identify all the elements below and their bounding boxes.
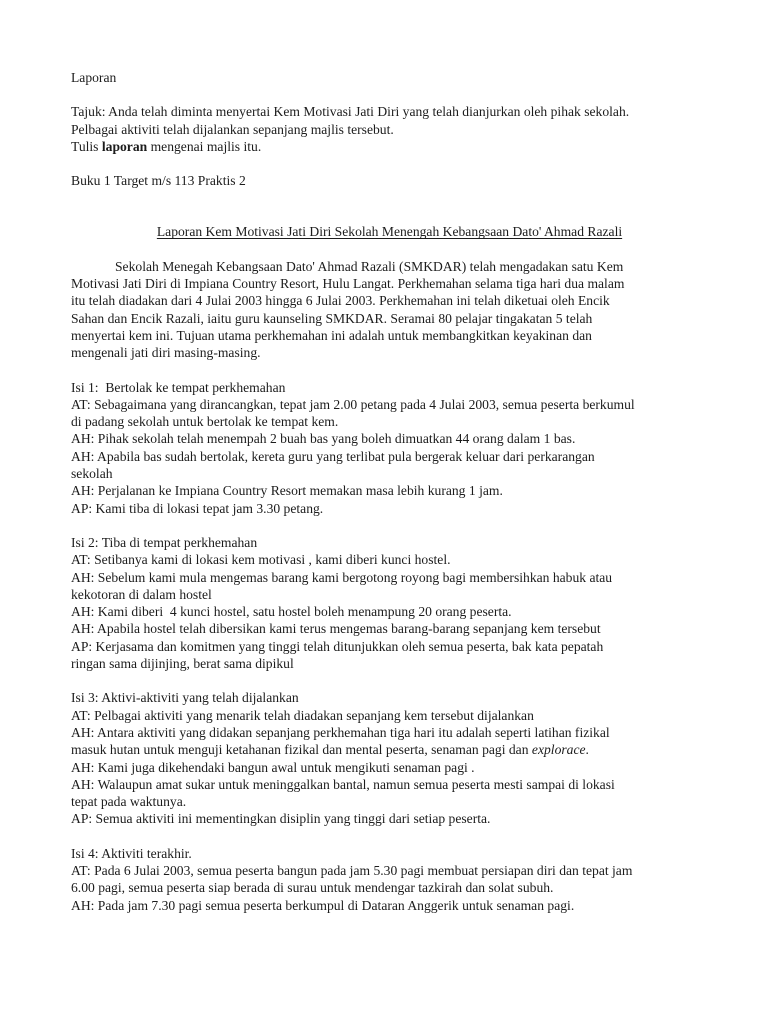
task-line-3-after: mengenai majlis itu. <box>147 138 262 154</box>
section-line: AH: Kami juga dikehendaki bangun awal untuk mengikuti senaman pagi . <box>71 759 475 775</box>
section-isi-2 <box>71 534 708 672</box>
task-line-3-bold: laporan <box>101 138 148 154</box>
section-line-text: masuk hutan untuk menguji ketahanan fizikal dan mental peserta, senaman pagi dan <box>71 742 532 758</box>
intro-line-text: Sekolah Menegah Kebangsaan Dato' Ahmad Razali (SMKDAR) telah mengadakan satu Kem <box>115 258 624 274</box>
spacer <box>71 517 708 534</box>
task-line-1: Tajuk: Anda telah diminta menyertai Kem Motivasi Jati Diri yang telah dianjurkan oleh pihak sekolah. <box>71 104 630 120</box>
document-heading: Laporan <box>71 70 117 85</box>
section-line: 6.00 pagi, semua peserta siap berada di surau untuk mendengar tazkirah dan solat subuh. <box>71 880 554 896</box>
section-line: Isi 3: Aktivi-aktiviti yang telah dijalankan <box>71 690 299 706</box>
section-line: AH: Pihak sekolah telah menempah 2 buah bas yang boleh dimuatkan 44 orang dalam 1 bas. <box>71 431 576 447</box>
italic-word: explorace <box>531 742 586 758</box>
section-line: Isi 1: Bertolak ke tempat perkhemahan <box>71 379 286 395</box>
section-line: AP: Kerjasama dan komitmen yang tinggi telah ditunjukkan oleh semua peserta, bak kata pepatah <box>71 638 604 654</box>
spacer <box>71 189 708 206</box>
task-line-3 <box>71 138 708 155</box>
intro-line <box>71 258 708 275</box>
intro-line: Motivasi Jati Diri di Impiana Country Resort, Hulu Langat. Perkhemahan selama tiga hari dua malam <box>71 276 625 292</box>
spacer <box>71 241 708 258</box>
intro-line: Sahan dan Encik Razali, iaitu guru kaunseling SMKDAR. Seramai 80 pelajar tingakatan 5 telah <box>71 310 593 326</box>
task-line-2: Pelbagai aktiviti telah dijalankan sepanjang majlis tersebut. <box>71 121 394 137</box>
section-isi-1 <box>71 379 708 517</box>
section-line-text: . <box>585 742 589 758</box>
section-line: AH: Walaupun amat sukar untuk meninggalkan bantal, namun semua peserta mesti sampai di lokasi <box>71 776 615 792</box>
section-line: sekolah <box>71 466 113 482</box>
section-line: AH: Apabila hostel telah dibersikan kami terus mengemas barang-barang sepanjang kem tersebut <box>71 621 601 637</box>
section-line: AT: Sebagaimana yang dirancangkan, tepat jam 2.00 petang pada 4 Julai 2003, semua peserta berkumul <box>71 396 635 412</box>
section-line: ringan sama dijinjing, berat sama dipikul <box>71 656 294 672</box>
spacer <box>71 828 708 845</box>
task-line-3-before: Tulis <box>71 138 102 154</box>
section-line: AH: Pada jam 7.30 pagi semua peserta berkumpul di Dataran Anggerik untuk senaman pagi. <box>71 897 575 913</box>
intro-line: mengenali jati diri masing-masing. <box>71 345 261 361</box>
section-line: AH: Apabila bas sudah bertolak, kereta guru yang terlibat pula bergerak keluar dari perkarangan <box>71 448 595 464</box>
section-line: Isi 2: Tiba di tempat perkhemahan <box>71 534 258 550</box>
section-line: AT: Pada 6 Julai 2003, semua peserta bangun pada jam 5.30 pagi membuat persiapan diri dan tepat jam <box>71 862 633 878</box>
section-line: AT: Setibanya kami di lokasi kem motivasi , kami diberi kunci hostel. <box>71 552 451 568</box>
section-line: AH: Sebelum kami mula mengemas barang kami bergotong royong bagi membersihkan habuk atau <box>71 569 613 585</box>
section-line: Isi 4: Aktiviti terakhir. <box>71 845 192 861</box>
reference-line: Buku 1 Target m/s 113 Praktis 2 <box>71 173 246 189</box>
section-isi-4 <box>71 845 708 914</box>
section-line: AP: Semua aktiviti ini mementingkan disiplin yang tinggi dari setiap peserta. <box>71 811 491 827</box>
spacer <box>71 86 708 103</box>
section-line: kekotoran di dalam hostel <box>71 586 212 602</box>
report-title: Laporan Kem Motivasi Jati Diri Sekolah Menengah Kebangsaan Dato' Ahmad Razali <box>156 224 623 240</box>
section-line: tepat pada waktunya. <box>71 794 187 810</box>
intro-line: itu telah diadakan dari 4 Julai 2003 hingga 6 Julai 2003. Perkhemahan ini telah diketuai oleh Encik <box>71 293 610 309</box>
intro-paragraph <box>71 258 708 362</box>
section-line: AH: Kami diberi 4 kunci hostel, satu hostel boleh menampung 20 orang peserta. <box>71 604 512 620</box>
section-line: AH: Perjalanan ke Impiana Country Resort memakan masa lebih kurang 1 jam. <box>71 483 503 499</box>
section-line: di padang sekolah untuk bertolak ke tempat kem. <box>71 414 339 430</box>
section-line: AT: Pelbagai aktiviti yang menarik telah diadakan sepanjang kem tersebut dijalankan <box>71 707 534 723</box>
spacer <box>71 672 708 689</box>
section-line <box>71 741 708 758</box>
section-line: AH: Antara aktiviti yang didakan sepanjang perkhemahan tiga hari itu adalah seperti latihan fizikal <box>71 724 610 740</box>
spacer <box>71 362 708 379</box>
spacer <box>71 155 708 172</box>
section-line: AP: Kami tiba di lokasi tepat jam 3.30 petang. <box>71 500 324 516</box>
section-isi-3 <box>71 689 708 827</box>
intro-line: menyertai kem ini. Tujuan utama perkhemahan ini adalah untuk membangkitkan keyakinan dan <box>71 327 592 343</box>
spacer <box>71 206 708 223</box>
